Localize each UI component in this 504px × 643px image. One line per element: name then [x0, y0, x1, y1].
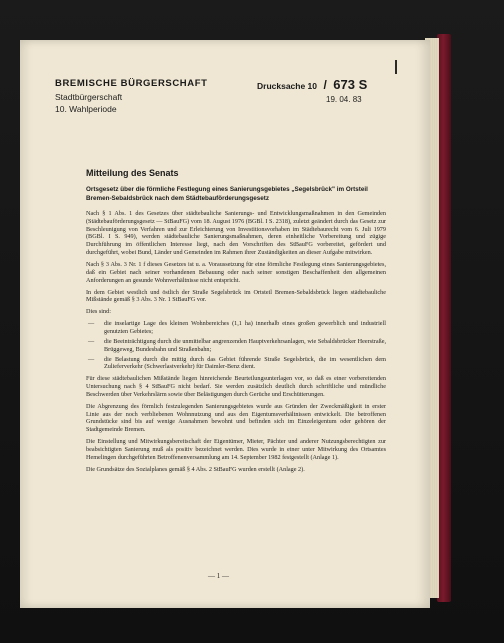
document-title: Mitteilung des Senats: [86, 168, 179, 178]
paragraph: Nach § 1 Abs. 1 des Gesetzes über städtebauliche Sanierungs- und Entwicklungsmaßnahmen in den Gemeinden (Städtebauförderungsgesetz — StBauFG) vom 18. August 1976 (BGBl. I S. 2318), zuletzt geändert durch das Gesetz zur Beschleunigung von Verfahren und zur Erleichterung von Investitionsvorhaben im Städtebaurecht vom 6. Juli 1979 (BGBl. I S. 949), werden städtebauliche Sanierungsmaßnahmen, deren einheitliche Vorbereitung und zügige Durchführung im öffentlichen Interesse liegt, nach den Vorschriften des StBauFG vorbereitet, gefördert und durchgeführt, wobei Bund, Länder und Gemeinden im Rahmen ihrer Zuständigkeiten an dieser Aufgabe mitwirken.: [86, 210, 386, 256]
list-item-text: die Belastung durch die mittig durch das Gebiet führende Straße Segelsbrück, die im wesentlichen dem Zulieferverkehr (Schwerlastverkehr) für Daimler-Benz dient.: [104, 355, 386, 371]
document-subject: Ortsgesetz über die förmliche Festlegung eines Sanierungsgebietes „Segelsbrück" im Ortsteil Bremen-Sebaldsbrück nach dem Städtebauförderungsgesetz: [86, 186, 368, 202]
legislative-period: 10. Wahlperiode: [55, 104, 117, 114]
list-item-text: die Beeinträchtigung durch die unmittelbar angrenzenden Hauptverkehrsanlagen, wie Sebaldsbrücker Heerstraße, Brüggeweg, Bundesbahn und Straßenbahn;: [104, 337, 386, 353]
chamber-name: Stadtbürgerschaft: [55, 92, 123, 102]
document-body: [86, 210, 386, 478]
document-number: [257, 76, 367, 94]
list-item: — die Belastung durch die mittig durch das Gebiet führende Straße Segelsbrück, die im wesentlichen dem Zulieferverkehr (Schwerlastverkehr) für Daimler-Benz dient.: [88, 355, 386, 371]
paragraph: In dem Gebiet westlich und östlich der Straße Segelsbrück im Ortsteil Bremen-Sebaldsbrück liegen städtebauliche Mißstände gemäß § 3 Abs. 3 Nr. 1 StBauFG vor.: [86, 288, 386, 304]
document-slash: /: [323, 78, 327, 92]
paragraph: Für diese städtebaulichen Mißstände liegen hinreichende Beurteilungsunterlagen vor, so daß es einer vorbereitenden Untersuchung nach § 4 StBauFG nicht bedarf. Sie werden zusätzlich deutlich durch schriftliche und mündliche Beschwerden über Verkehrslärm sowie über Belästigungen durch Gerüche und Erschütterungen.: [86, 375, 386, 398]
paragraph: Nach § 3 Abs. 3 Nr. 1 f dieses Gesetzes ist u. a. Voraussetzung für eine förmliche Festlegung eines Sanierungsgebietes, daß ein Gebiet nach seiner vorhandenen Bebauung oder nach seiner sonstigen Beschaffenheit den allgemeinen Anforderungen an gesunde Wohnverhältnisse nicht entspricht.: [86, 260, 386, 284]
parliament-name: BREMISCHE BÜRGERSCHAFT: [55, 78, 208, 89]
binder-clip-mark: [395, 60, 397, 74]
document-id: 673 S: [333, 77, 368, 92]
paragraph: Dies sind:: [86, 308, 111, 316]
list-item: — die Beeinträchtigung durch die unmittelbar angrenzenden Hauptverkehrsanlagen, wie Sebaldsbrücker Heerstraße, Brüggeweg, Bundesbahn und Straßenbahn;: [88, 337, 386, 353]
list-item: — die inselartige Lage des kleinen Wohnbereiches (1,1 ha) innerhalb eines großen gewerblich und industriell genutzten Gebietes;: [88, 320, 386, 336]
list-item-text: die inselartige Lage des kleinen Wohnbereiches (1,1 ha) innerhalb eines großen gewerblich und industriell genutzten Gebietes;: [104, 320, 386, 336]
document-label: Drucksache 10: [257, 81, 318, 91]
deficiency-list: [86, 320, 386, 371]
paragraph: Die Einstellung und Mitwirkungsbereitschaft der Eigentümer, Mieter, Pächter und anderer Nutzungsberechtigten zur beabsichtigten Sanierung muß als positiv bezeichnet werden. Dies wurde in einer unter Mitwirkung des Ortsamtes Hemelingen durchgeführten Betroffenenversammlung am 14. September 1982 festgestellt (Anlage 1).: [86, 438, 386, 461]
binder-spine: [437, 34, 451, 602]
paragraph: Die Grundsätze des Sozialplanes gemäß § 4 Abs. 2 StBauFG wurden erstellt (Anlage 2).: [86, 465, 305, 473]
document-date: 19. 04. 83: [326, 95, 362, 104]
page-number: — 1 —: [208, 572, 229, 580]
paragraph: Die Abgrenzung des förmlich festzulegenden Sanierungsgebietes wurde aus Gründen der Zweckmäßigkeit in erster Linie aus der noch verbliebenen Wohnnutzung und aus den Eigentumsverhältnissen entwickelt. Die betroffenen Grundstücke sind bis auf wenige Ausnahmen bewohnt und befinden sich im Einzeleigentum oder gehören der Stadtgemeinde Bremen.: [86, 402, 386, 434]
